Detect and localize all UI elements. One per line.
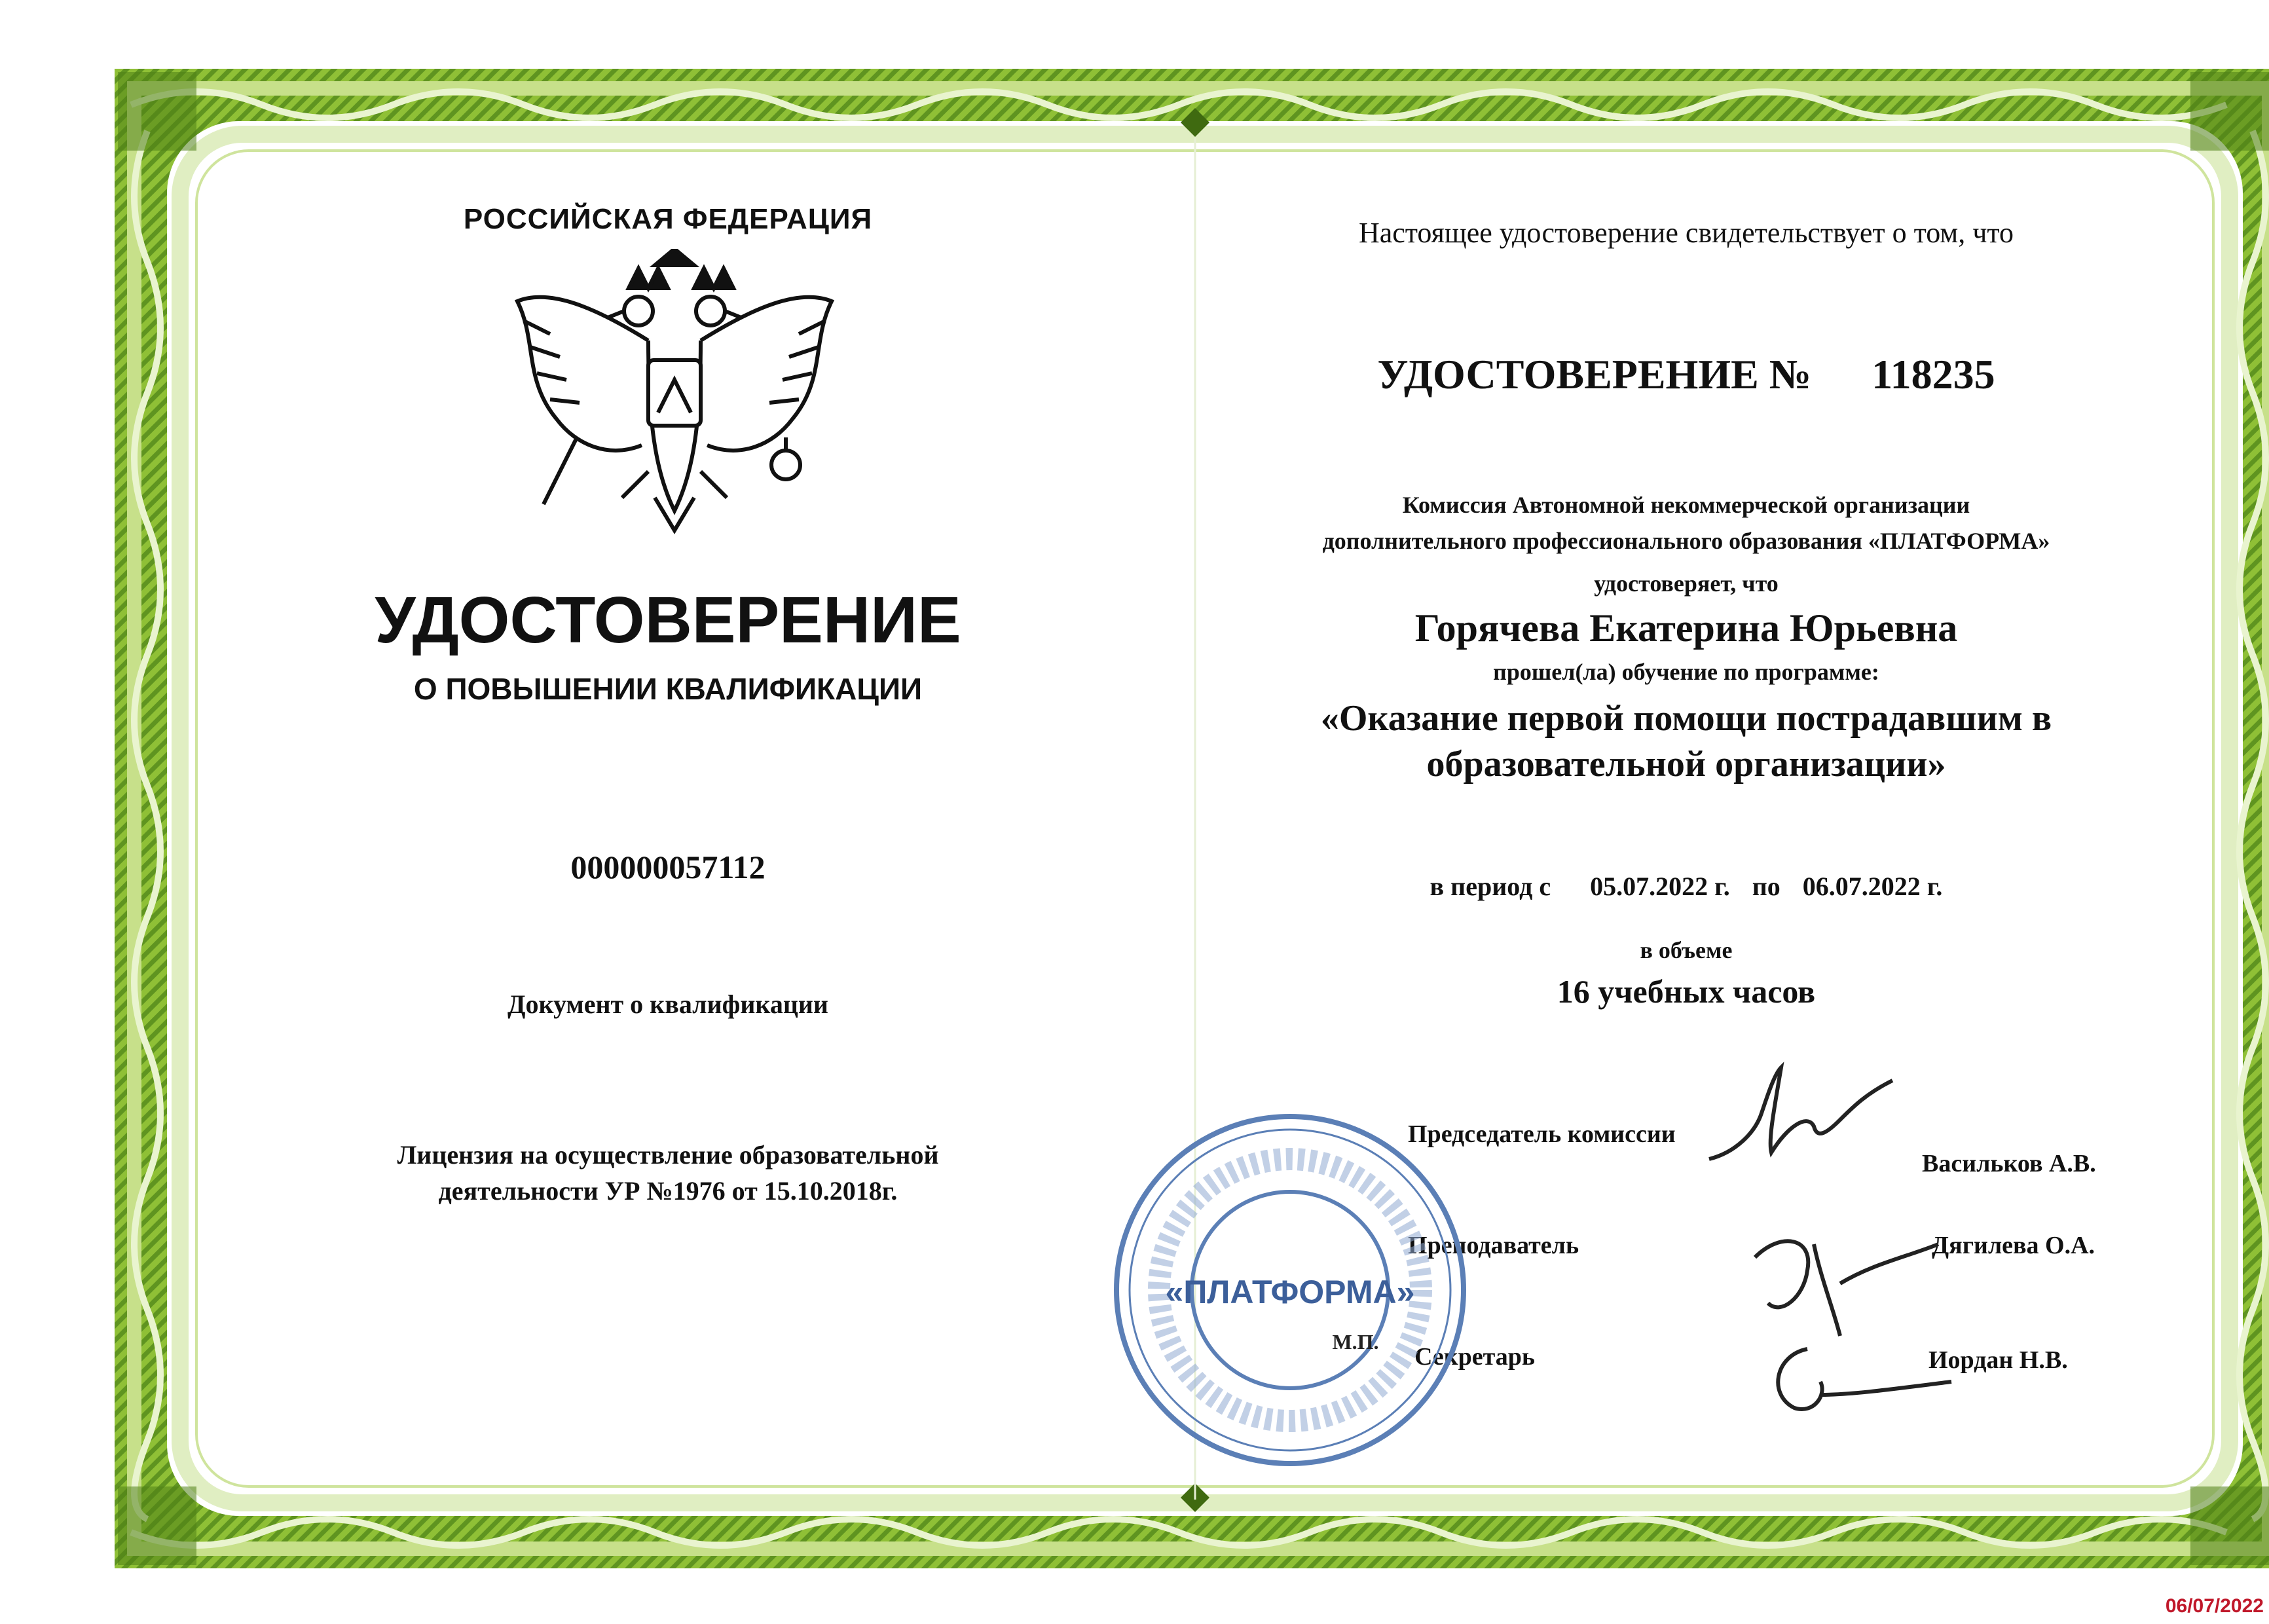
period-to: по xyxy=(1752,872,1780,901)
teacher-label: Преподаватель xyxy=(1408,1232,1579,1259)
scan-date-stamp: 06/07/2022 xyxy=(2165,1595,2264,1617)
country-label: РОССИЙСКАЯ ФЕДЕРАЦИЯ xyxy=(463,203,873,235)
certificate-number-line xyxy=(1231,350,2141,399)
chair-name: Васильков А.В. xyxy=(1922,1150,2096,1177)
volume-label: в объеме xyxy=(1640,937,1733,963)
seal-mp-text: М.П. xyxy=(1332,1330,1379,1354)
blank-serial-number: 000000057112 xyxy=(570,849,766,885)
left-document-title: УДОСТОВЕРЕНИЕ xyxy=(375,583,961,657)
chair-signature xyxy=(1696,1054,1932,1185)
document-type: Документ о квалификации xyxy=(507,989,828,1019)
intro-statement: Настоящее удостоверение свидетельствует о том, что xyxy=(1358,217,2014,249)
organization-line-2: дополнительного профессионального образования «ПЛАТФОРМА» xyxy=(1322,528,2050,554)
chair-label: Председатель комиссии xyxy=(1408,1120,1676,1148)
period-prefix: в период с xyxy=(1430,872,1551,901)
certifies-text: удостоверяет, что xyxy=(1594,570,1779,597)
certificate-label: УДОСТОВЕРЕНИЕ № xyxy=(1377,351,1812,397)
left-document-subtitle: О ПОВЫШЕНИИ КВАЛИФИКАЦИИ xyxy=(413,672,923,706)
certificate-number: 118235 xyxy=(1872,351,1995,397)
organization-line-1: Комиссия Автономной некоммерческой организации xyxy=(1402,492,1970,518)
teacher-name: Дягилева О.А. xyxy=(1932,1232,2095,1259)
secretary-label: Секретарь xyxy=(1414,1343,1536,1371)
organization-round-seal xyxy=(1107,1107,1473,1473)
program-title-line-2: образовательной организации» xyxy=(1426,744,1946,784)
training-hours: 16 учебных часов xyxy=(1557,973,1816,1010)
double-headed-eagle-emblem xyxy=(498,249,851,544)
secretary-signature xyxy=(1755,1329,1965,1434)
date-to: 06.07.2022 г. xyxy=(1802,872,1943,901)
training-period xyxy=(1231,871,2141,902)
program-title-line-1: «Оказание первой помощи пострадавшим в xyxy=(1320,698,2052,739)
person-name: Горячева Екатерина Юрьевна xyxy=(1414,606,1958,650)
seal-center-text: «ПЛАТФОРМА» xyxy=(1165,1274,1415,1310)
secretary-name: Иордан Н.В. xyxy=(1928,1346,2068,1374)
date-from: 05.07.2022 г. xyxy=(1590,872,1730,901)
license-line-1: Лицензия на осуществление образовательной xyxy=(397,1140,939,1170)
completed-training-text: прошел(ла) обучение по программе: xyxy=(1493,659,1879,685)
license-line-2: деятельности УР №1976 от 15.10.2018г. xyxy=(438,1176,898,1206)
